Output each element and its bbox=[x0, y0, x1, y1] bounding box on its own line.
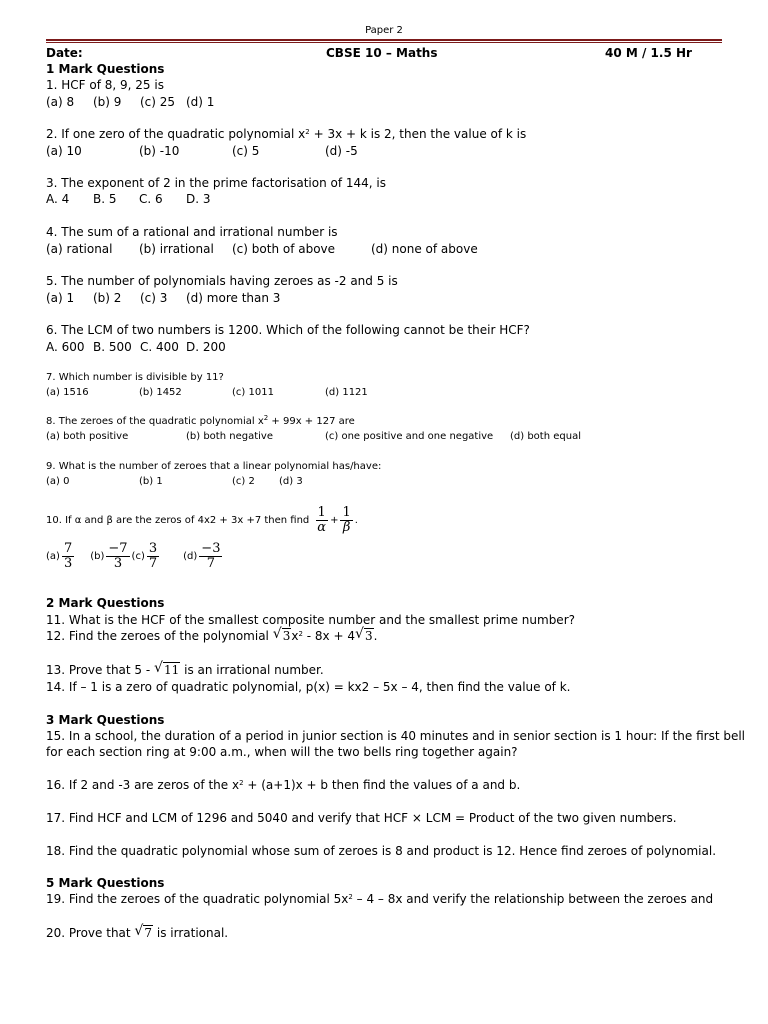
question-1: 1. HCF of 8, 9, 25 is bbox=[46, 78, 164, 92]
question-4: 4. The sum of a rational and irrational number is bbox=[46, 225, 338, 239]
question-2: 2. If one zero of the quadratic polynomial $x^2 + 3x + k$ is 2, then the value of k is bbox=[46, 127, 527, 141]
q8-option-b: (b) both negative bbox=[186, 431, 273, 442]
q4-option-b: (b) irrational bbox=[139, 242, 214, 256]
q7-option-b: (b) 1452 bbox=[139, 387, 182, 398]
q10-option-d-label: (d) bbox=[183, 551, 198, 562]
q2-option-a: (a) 10 bbox=[46, 144, 82, 158]
sqrt-symbol: √ 3 bbox=[354, 626, 373, 643]
section-heading-5-mark: 5 Mark Questions bbox=[46, 876, 165, 890]
q6-option-a: A. 600 bbox=[46, 340, 85, 354]
marks-time: 40 M / 1.5 Hr bbox=[605, 46, 692, 60]
q6-option-b: B. 500 bbox=[93, 340, 132, 354]
q10-option-a-label: (a) bbox=[46, 551, 60, 562]
q1-option-d: (d) 1 bbox=[186, 95, 215, 109]
q5-option-b: (b) 2 bbox=[93, 291, 122, 305]
q8-option-a: (a) both positive bbox=[46, 431, 129, 442]
q1-option-c: (c) 25 bbox=[140, 95, 176, 109]
question-7: 7. Which number is divisible by 11? bbox=[46, 372, 224, 383]
q9-option-a: (a) 0 bbox=[46, 476, 70, 487]
fraction-one-over-alpha: $\frac{1}{\alpha}$ bbox=[317, 505, 327, 535]
q3-option-d: D. 3 bbox=[186, 192, 211, 206]
paper-title: Paper 2 bbox=[365, 25, 403, 36]
question-15-line-1: 15. In a school, the duration of a period in junior section is 40 minutes and in senior section is 1 hour: If the first bell bbox=[46, 729, 746, 743]
q3-option-a: A. 4 bbox=[46, 192, 70, 206]
question-6: 6. The LCM of two numbers is 1200. Which of the following cannot be their HCF? bbox=[46, 323, 530, 337]
q10-options bbox=[46, 542, 224, 571]
q2-option-b: (b) -10 bbox=[139, 144, 180, 158]
question-12: 12. Find the zeroes of the polynomial √ $3x^2 - 8x + 4$ √ 3. bbox=[46, 626, 378, 643]
subject-label: CBSE 10 – Maths bbox=[326, 46, 438, 60]
q8-option-c: (c) one positive and one negative bbox=[325, 431, 494, 442]
question-17: 17. Find HCF and LCM of 1296 and 5040 and verify that HCF × LCM = Product of the two given numbers. bbox=[46, 811, 677, 825]
question-13: 13. Prove that 5 - √ 11 is an irrational number. bbox=[46, 660, 324, 677]
sqrt-symbol: √ 3 bbox=[272, 626, 291, 643]
sqrt-symbol: √ 11 bbox=[154, 660, 180, 677]
q7-option-d: (d) 1121 bbox=[325, 387, 368, 398]
question-9: 9. What is the number of zeroes that a linear polynomial has/have: bbox=[46, 461, 382, 472]
q10-option-b-label: (b) bbox=[90, 551, 105, 562]
q4-option-a: (a) rational bbox=[46, 242, 113, 256]
question-8: 8. The zeroes of the quadratic polynomial $x^2 + 99x + 127$ are bbox=[46, 414, 355, 427]
q5-option-a: (a) 1 bbox=[46, 291, 75, 305]
q9-option-d: (d) 3 bbox=[279, 476, 303, 487]
q6-option-d: D. 200 bbox=[186, 340, 226, 354]
q10-option-d-fraction: $\frac{-3}{7}$ bbox=[201, 541, 221, 571]
question-11: 11. What is the HCF of the smallest composite number and the smallest prime number? bbox=[46, 613, 575, 627]
question-14: 14. If – 1 is a zero of quadratic polynomial, p(x) = kx2 – 5x – 4, then find the value of k. bbox=[46, 680, 571, 694]
sqrt-symbol: √ 7 bbox=[134, 923, 153, 940]
q1-option-a: (a) 8 bbox=[46, 95, 75, 109]
question-16: 16. If 2 and -3 are zeros of the $x^2 + (a+1)x + b$ then find the values of a and b. bbox=[46, 778, 521, 792]
question-18: 18. Find the quadratic polynomial whose sum of zeroes is 8 and product is 12. Hence find zeroes of polynomial. bbox=[46, 844, 717, 858]
q9-option-b: (b) 1 bbox=[139, 476, 163, 487]
header-rule-thin bbox=[46, 42, 722, 43]
q8-option-d: (d) both equal bbox=[510, 431, 581, 442]
question-3: 3. The exponent of 2 in the prime factorisation of 144, is bbox=[46, 176, 387, 190]
q6-option-c: C. 400 bbox=[140, 340, 179, 354]
q10-option-a-fraction: $\frac{7}{3}$ bbox=[63, 541, 73, 571]
q1-option-b: (b) 9 bbox=[93, 95, 122, 109]
q7-option-c: (c) 1011 bbox=[232, 387, 274, 398]
q4-option-d: (d) none of above bbox=[371, 242, 478, 256]
q9-option-c: (c) 2 bbox=[232, 476, 255, 487]
question-15-line-2: for each section ring at 9:00 a.m., when will the two bells ring together again? bbox=[46, 745, 518, 759]
q5-option-d: (d) more than 3 bbox=[186, 291, 281, 305]
q10-option-c-label: (c) bbox=[131, 551, 145, 562]
q2-option-d: (d) -5 bbox=[325, 144, 358, 158]
q10-option-c-fraction: $\frac{3}{7}$ bbox=[148, 541, 158, 571]
q7-option-a: (a) 1516 bbox=[46, 387, 89, 398]
date-label: Date: bbox=[46, 46, 83, 60]
section-heading-2-mark: 2 Mark Questions bbox=[46, 596, 165, 610]
section-heading-1-mark: 1 Mark Questions bbox=[46, 62, 165, 76]
q2-option-c: (c) 5 bbox=[232, 144, 260, 158]
question-19: 19. Find the zeroes of the quadratic polynomial $5x^2 - 4 - 8x$ and verify the relationship between the zeroes and bbox=[46, 892, 714, 906]
q3-option-c: C. 6 bbox=[139, 192, 163, 206]
question-10: 10. If α and β are the zeros of 4x2 + 3x +7 then find $\frac{1}{\alpha}$ + $\frac{1}{\beta}$ . bbox=[46, 505, 358, 535]
question-5: 5. The number of polynomials having zeroes as -2 and 5 is bbox=[46, 274, 398, 288]
q4-option-c: (c) both of above bbox=[232, 242, 336, 256]
header-rule-thick bbox=[46, 39, 722, 41]
q5-option-c: (c) 3 bbox=[140, 291, 168, 305]
fraction-one-over-beta: $\frac{1}{\beta}$ bbox=[342, 505, 351, 535]
q10-option-b-fraction: $\frac{-7}{3}$ bbox=[108, 541, 128, 571]
q3-option-b: B. 5 bbox=[93, 192, 117, 206]
section-heading-3-mark: 3 Mark Questions bbox=[46, 713, 165, 727]
question-20: 20. Prove that √ 7 is irrational. bbox=[46, 923, 229, 940]
